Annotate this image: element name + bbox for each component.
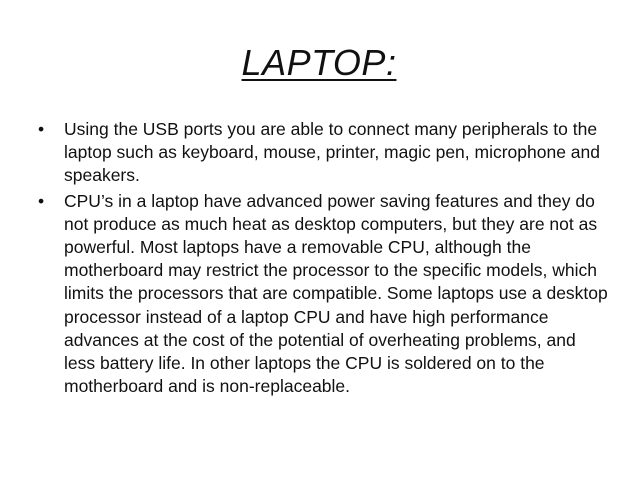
bullet-item-usb-ports	[38, 118, 608, 188]
bullet-text: Using the USB ports you are able to connect many peripherals to the laptop such as keyboard, mouse, printer, magic pen, microphone and speakers.	[64, 119, 601, 186]
bullet-list	[38, 118, 608, 400]
bullet-icon: •	[38, 119, 45, 139]
bullet-icon: •	[38, 190, 45, 211]
bullet-item-cpu	[38, 190, 608, 399]
bullet-text: CPU’s in a laptop have advanced power saving features and they do not produce as much heat as desktop computers, but they are not as powerful. Most laptops have a removable CPU, although the motherboard may restrict the processor to the specific models, which limits the processors that are compatible. Some laptops use a desktop processor instead of a laptop CPU and have high performance advances at the cost of the potential of overheating problems, and less battery life. In other laptops the CPU is soldered on to the motherboard and is non-replaceable.	[64, 190, 608, 397]
slide-title: LAPTOP:	[241, 42, 397, 83]
